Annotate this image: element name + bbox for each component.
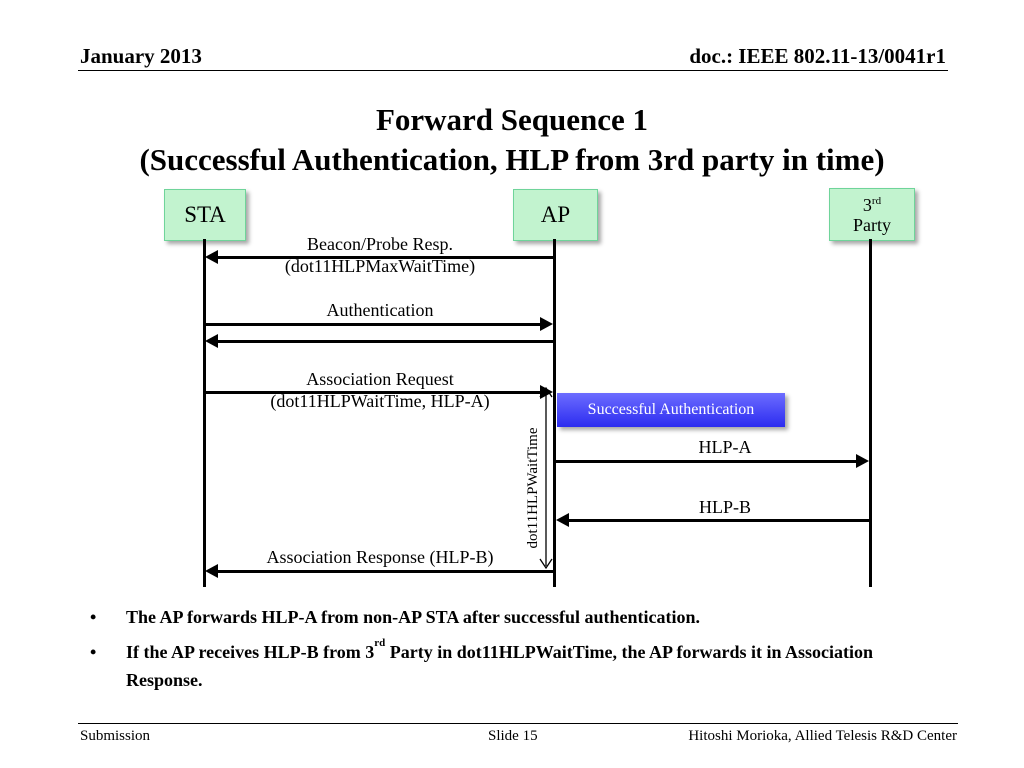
wait-time-label: dot11HLPWaitTime [525,427,541,549]
footer-author: Hitoshi Morioka, Allied Telesis R&D Center [688,728,957,744]
beacon-label: Beacon/Probe Resp. (dot11HLPMaxWaitTime) [284,234,476,276]
entity-third-party [829,188,915,241]
assoc-request-label: Association Request (dot11HLPWaitTime, HLP-A) [270,369,490,411]
bullet-item-2: • If the AP receives HLP-B from 3rd Party in dot11HLPWaitTime, the AP forwards it in Association Response. [82,638,942,694]
bullet-list [82,603,942,694]
entity-third-party-word: Party [853,214,891,235]
authentication-arrow-request [204,323,542,326]
authentication-arrow-response [216,340,555,343]
header-doc-id: doc.: IEEE 802.11-13/0041r1 [689,44,946,68]
bullet-item-1: • The AP forwards HLP-A from non-AP STA after successful authentication. [82,603,942,631]
slide-title-line1: Forward Sequence 1 [375,102,649,137]
entity-third-party-ordinal: 3rd [862,194,882,215]
assoc-request-arrow [204,391,542,394]
assoc-response-label: Association Response (HLP-B) [266,547,494,567]
hlp-b-label: HLP-B [698,497,751,517]
slide-title-line2: (Successful Authentication, HLP from 3rd party in time) [139,142,885,177]
footer-slide-number: Slide 15 [488,728,538,744]
assoc-response-arrow [217,570,555,573]
hlp-a-label: HLP-A [698,437,752,457]
hlp-a-arrowhead [856,454,869,468]
lifeline-sta [203,239,206,587]
footer-submission: Submission [80,728,151,744]
beacon-arrowhead [205,250,218,264]
assoc-response-arrowhead [205,564,218,578]
slide-title [0,100,1024,180]
authentication-label: Authentication [326,300,434,320]
lifeline-third-party [869,239,872,587]
entity-ap-label: AP [540,202,571,227]
hlp-b-arrowhead [556,513,569,527]
authentication-arrowhead-response [205,334,218,348]
hlp-b-arrow [568,519,871,522]
hlp-a-arrow [555,460,858,463]
footer-rule [78,723,958,724]
header-rule [78,70,948,71]
header-date: January 2013 [80,44,202,68]
successful-authentication-badge: Successful Authentication [557,393,785,427]
beacon-arrow [215,256,555,259]
authentication-arrowhead-request [540,317,553,331]
entity-sta-label: STA [184,202,226,227]
